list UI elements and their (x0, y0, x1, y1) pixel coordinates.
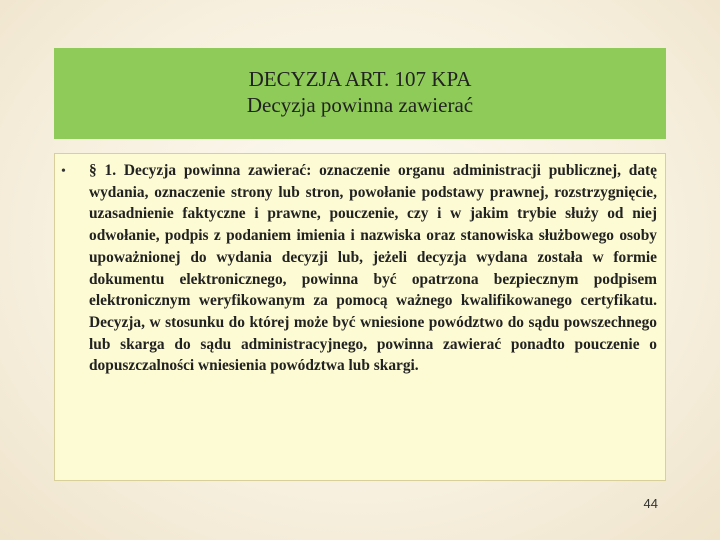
body-paragraph: § 1. Decyzja powinna zawierać: oznaczenie organu administracji publicznej, datę wydania, oznaczenie strony lub stron, powołanie podstawy prawnej, rozstrzygnięcie, uzasadnienie faktyczne i prawne, pouczenie, czy i w jakim trybie służy od niej odwołanie, podpis z podaniem imienia i nazwiska oraz stanowiska służbowego osoby upoważnionej do wydania decyzji lub, jeżeli decyzja wydana została w formie dokumentu elektronicznego, powinna być opatrzona bezpiecznym podpisem elektronicznym weryfikowanym za pomocą ważnego kwalifikowanego certyfikatu. Decyzja, w stosunku do której może być wniesione powództwo do sądu powszechnego lub skarga do sądu administracyjnego, powinna zawierać ponadto pouczenie o dopuszczalności wniesienia powództwa lub skargi. (89, 162, 657, 375)
page-number: 44 (643, 496, 658, 511)
bullet-icon: • (61, 164, 66, 179)
slide-subtitle: Decyzja powinna zawierać (246, 93, 474, 117)
slide-title: DECYZJA ART. 107 KPA (248, 67, 472, 91)
content-box (54, 153, 666, 481)
slide-title-box (54, 48, 666, 139)
